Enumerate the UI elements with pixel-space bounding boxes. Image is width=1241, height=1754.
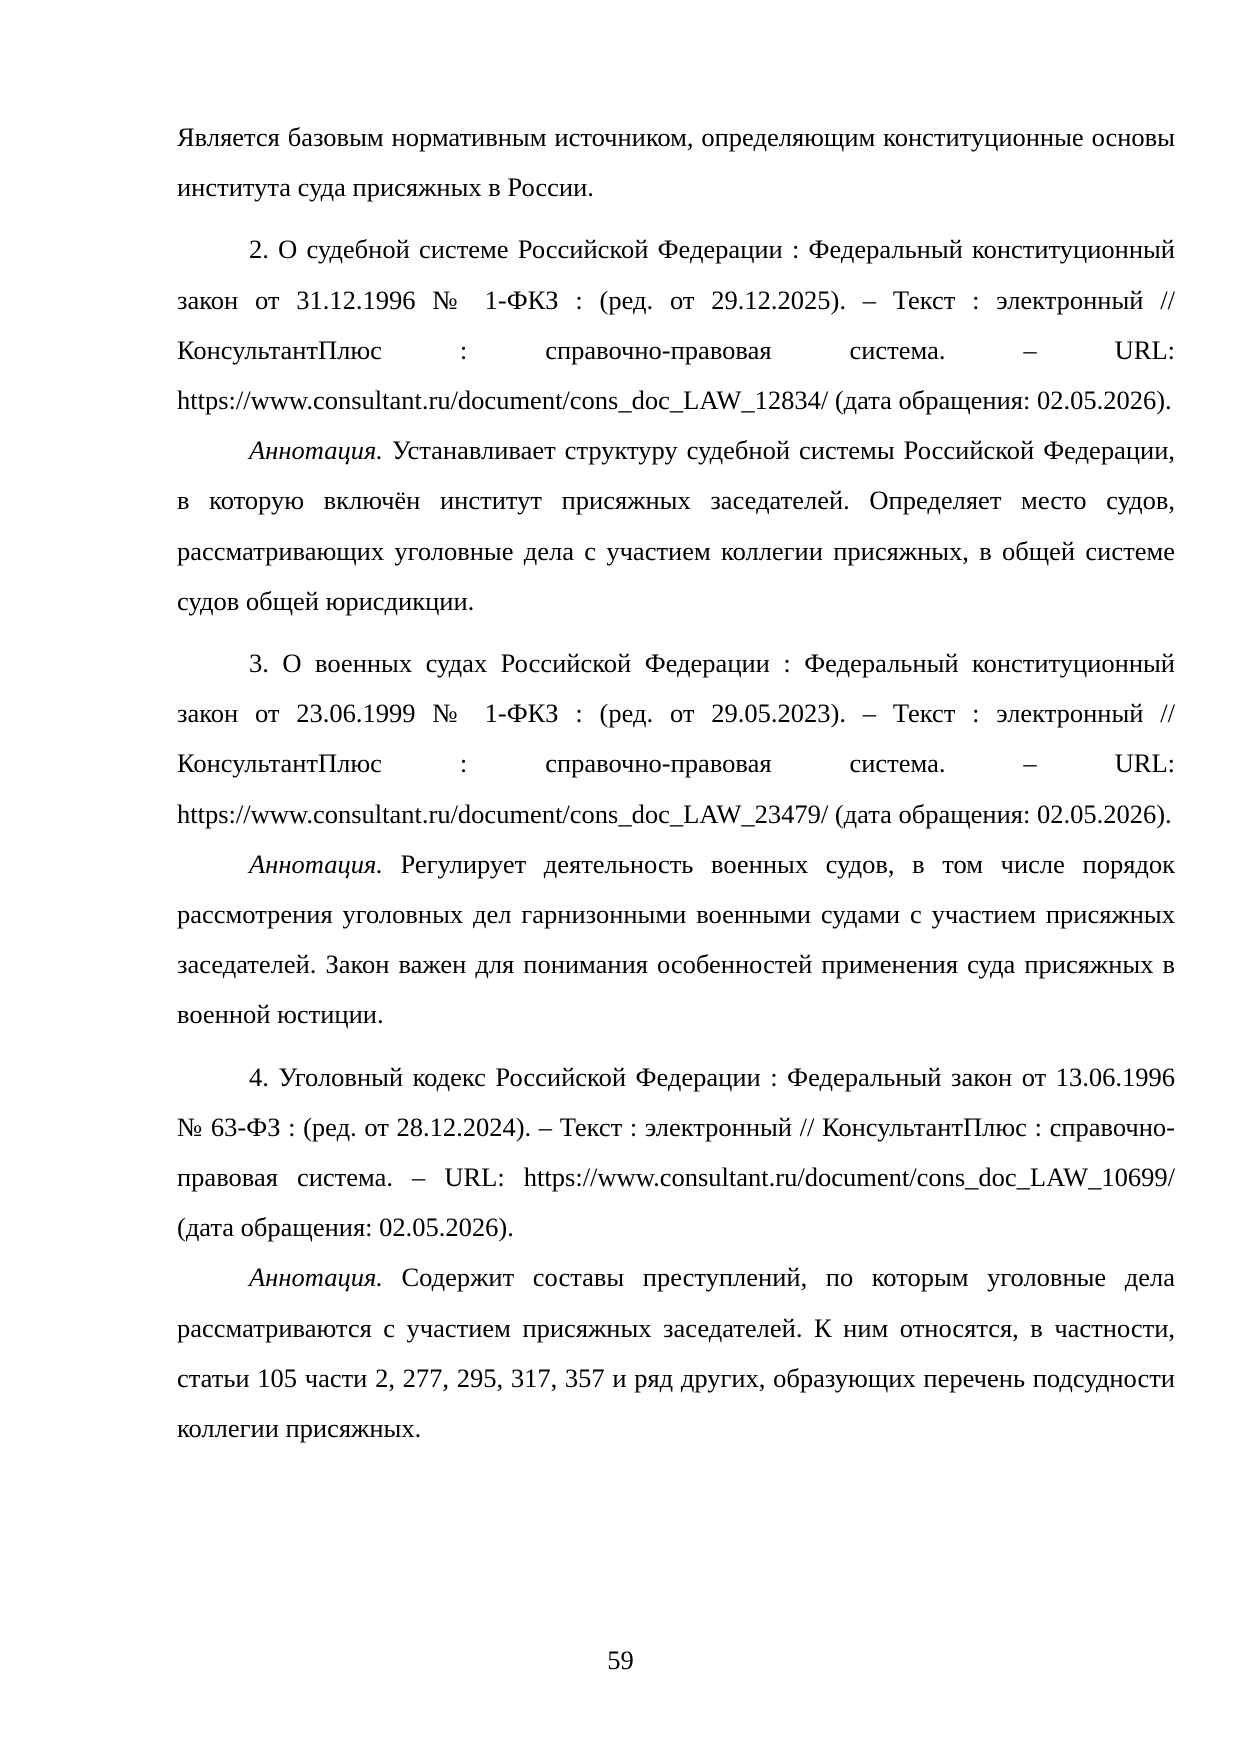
page-number: 59 bbox=[607, 1645, 634, 1675]
annotation-paragraph-2 bbox=[177, 425, 1175, 626]
reference-entry-2: 2. О судебной системе Российской Федерации : Федеральный конституционный закон от 31.12.1996 № 1-ФКЗ : (ред. от 29.12.2025). – Текст : электронный // КонсультантПлюс : справочно-правовая система. – URL: https://www.consultant.ru/document/cons_doc_LAW_12834/ (дата обращения: 02.05.2026). bbox=[177, 234, 1175, 416]
annotation-label: Аннотация. bbox=[249, 1262, 383, 1293]
reference-entry-3: 3. О военных судах Российской Федерации : Федеральный конституционный закон от 23.06.1999 № 1-ФКЗ : (ред. от 29.05.2023). – Текст : электронный // КонсультантПлюс : справочно-правовая система. – URL: https://www.consultant.ru/document/cons_doc_LAW_23479/ (дата обращения: 02.05.2026). bbox=[177, 648, 1175, 829]
annotation-paragraph-4 bbox=[177, 1252, 1175, 1453]
intro-paragraph: Является базовым нормативным источником, определяющим конституционные основы института суда присяжных в России. bbox=[177, 122, 1175, 203]
annotation-label: Аннотация. bbox=[249, 435, 383, 466]
annotation-text: Содержит составы преступлений, по которым уголовные дела рассматриваются с участием присяжных заседателей. К ним относятся, в частности, статьи 105 части 2, 277, 295, 317, 357 и ряд других, образующих перечень подсудности коллегии присяжных. bbox=[177, 1262, 1175, 1444]
reference-entry-4: 4. Уголовный кодекс Российской Федерации : Федеральный закон от 13.06.1996 № 63-ФЗ : (ред. от 28.12.2024). – Текст : электронный // КонсультантПлюс : справочно-правовая система. – URL: https://www.consultant.ru/document/cons_doc_LAW_10699/ (дата обращения: 02.05.2026). bbox=[177, 1061, 1175, 1243]
annotation-label: Аннотация. bbox=[249, 848, 383, 879]
annotation-text: Устанавливает структуру судебной системы Российской Федерации, в которую включён институт присяжных заседателей. Определяет место судов, рассматривающих уголовные дела с участием коллегии присяжных, в общей системе судов общей юрисдикции. bbox=[177, 435, 1175, 616]
document-page bbox=[177, 112, 1175, 1453]
annotation-paragraph-3 bbox=[177, 839, 1175, 1040]
annotation-text: Регулирует деятельность военных судов, в том числе порядок рассмотрения уголовных дел гарнизонными военными судами с участием присяжных заседателей. Закон важен для понимания особенностей применения суда присяжных в военной юстиции. bbox=[177, 848, 1175, 1030]
